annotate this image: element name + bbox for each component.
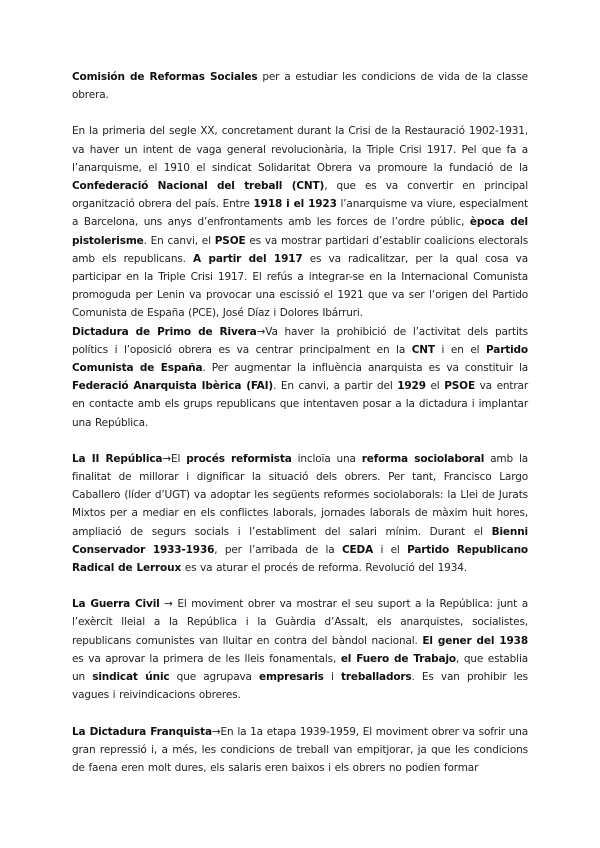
text-run: es va mostrar partidari d’establir coalicions electorals amb els republicans. [72,234,529,265]
text-run: . En canvi, el [143,234,215,247]
paragraph-gap [72,577,528,595]
text-run: per a estudiar les condicions de vida de la classe obrera. [72,71,528,102]
bold-term: època del pistolerisme [72,216,528,247]
paragraph-franquista [72,723,528,778]
text-run: que agrupava [169,671,260,684]
text-run: , que establia un [72,652,529,684]
text-run: , per l’arribada de la [214,543,342,556]
text-run: es va aprovar la primera de les lleis fonamentals, [72,652,341,665]
paragraph-primo-de-rivera [72,323,528,432]
text-run: , que es va convertir en principal organització obrera del país. Entre [72,180,528,211]
paragraph-guerra-civil [72,595,528,704]
bold-term: Dictadura de Primo de Rivera [72,325,257,338]
text-run: i en el [434,343,486,356]
bold-term: reforma sociolaboral [361,452,485,465]
text-run: es va radicalitzar, per la qual cosa va participar en la Triple Crisi 1917. El refús a integrar-se en la Internacional Comunista promoguda per Lenin va provocar una escissió el 1921 que va ser l’origen del Partido Comunista de España (PCE), José Díaz i Dolores Ibárruri. [72,252,528,320]
bold-term: Federació Anarquista Ibèrica (FAI) [72,380,274,393]
bold-term: Partido Comunista de España [72,343,528,375]
text-run: . Es van prohibir les vagues i reivindicacions obreres. [72,671,528,702]
text-run: →En la 1a etapa 1939-1959, El moviment obrer va sofrir una gran repressió i, a més, les condicions de treball van empitjorar, ja que les condicions de faena eren molt dures, els salaris eren baixos i els obrers no podien formar [72,725,528,774]
bold-term: La II República [72,452,163,465]
bold-term: el Fuero de Trabajo [340,652,456,665]
paragraph-gap [72,104,528,122]
paragraph-gap [72,432,528,450]
bold-term: El gener del 1938 [422,634,528,647]
bold-term: Bienni Conservador 1933-1936 [72,525,528,556]
paragraph-ii-republica [72,450,528,577]
bold-term: A partir del 1917 [193,252,303,265]
text-run: →El [162,452,187,465]
bold-term: 1929 [397,380,426,393]
bold-term: Comisión de Reformas Sociales [72,71,258,83]
bold-term: PSOE [444,380,475,393]
text-run: → El moviment obrer va mostrar el seu suport a la República: junt a l’exèrcit lleial a la República i la Guàrdia d’Assalt, els anarquistes, socialistes, republicans comunistes van lluitar en contra del bàndol nacional. [72,598,528,647]
text-run: l’anarquisme va viure, especialment a Barcelona, uns anys d’enfrontaments amb les forces de l’ordre públic, [72,198,528,229]
text-run: →Va haver la prohibició de l’activitat dels partits polítics i l’oposició obrera es va centrar principalment en la [72,325,528,356]
text-run: el [425,380,445,393]
bold-term: procés reformista [186,452,292,465]
bold-term: PSOE [214,234,246,247]
text-run: incloïa una [291,452,362,465]
text-run: . Per augmentar la influència anarquista es va constituir la [202,362,528,375]
text-run: i el [373,543,408,556]
bold-term: La Dictadura Franquista [72,725,212,738]
text-run: . En canvi, a partir del [273,380,398,393]
text-run: amb la finalitat de millorar i dignificar la situació dels obrers. Per tant, Francisco Largo Caballero (líder d’UGT) va adoptar les següents reformes sociolaborals: la Llei de Jurats Mixtos per a mediar en els conflictes laborals, jornades laborals de màxim huit hores, ampliació de segurs socials i l’establiment del salari mínim. Durant el [72,452,528,538]
bold-term: CNT [411,343,435,356]
text-run: i [323,671,341,684]
text-run: es va aturar el procés de reforma. Revolució del 1934. [181,562,467,575]
bold-term: sindicat únic [92,671,170,684]
bold-term: Confederació Nacional del treball (CNT) [72,180,325,193]
bold-term: Partido Republicano Radical de Lerroux [72,543,528,575]
bold-term: treballadors [340,671,412,684]
bold-term: CEDA [341,543,374,556]
bold-term: empresaris [259,671,324,684]
text-run: va entrar en contacte amb els grups republicans que intentaven posar a la dictadura i implantar una República. [72,380,529,429]
paragraph-restauracio [72,122,528,322]
paragraph-comision [72,68,528,104]
paragraph-gap [72,705,528,723]
bold-term: La Guerra Civil [72,598,160,611]
text-run: En la primeria del segle XX, concretament durant la Crisi de la Restauració 1902-1931, va haver un intent de vaga general revolucionària, la Triple Crisi 1917. Pel que fa a l’anarquisme, el 1910 el sindicat Solidaritat Obrera va promoure la fundació de la [72,125,528,174]
bold-term: 1918 i el 1923 [253,198,337,211]
